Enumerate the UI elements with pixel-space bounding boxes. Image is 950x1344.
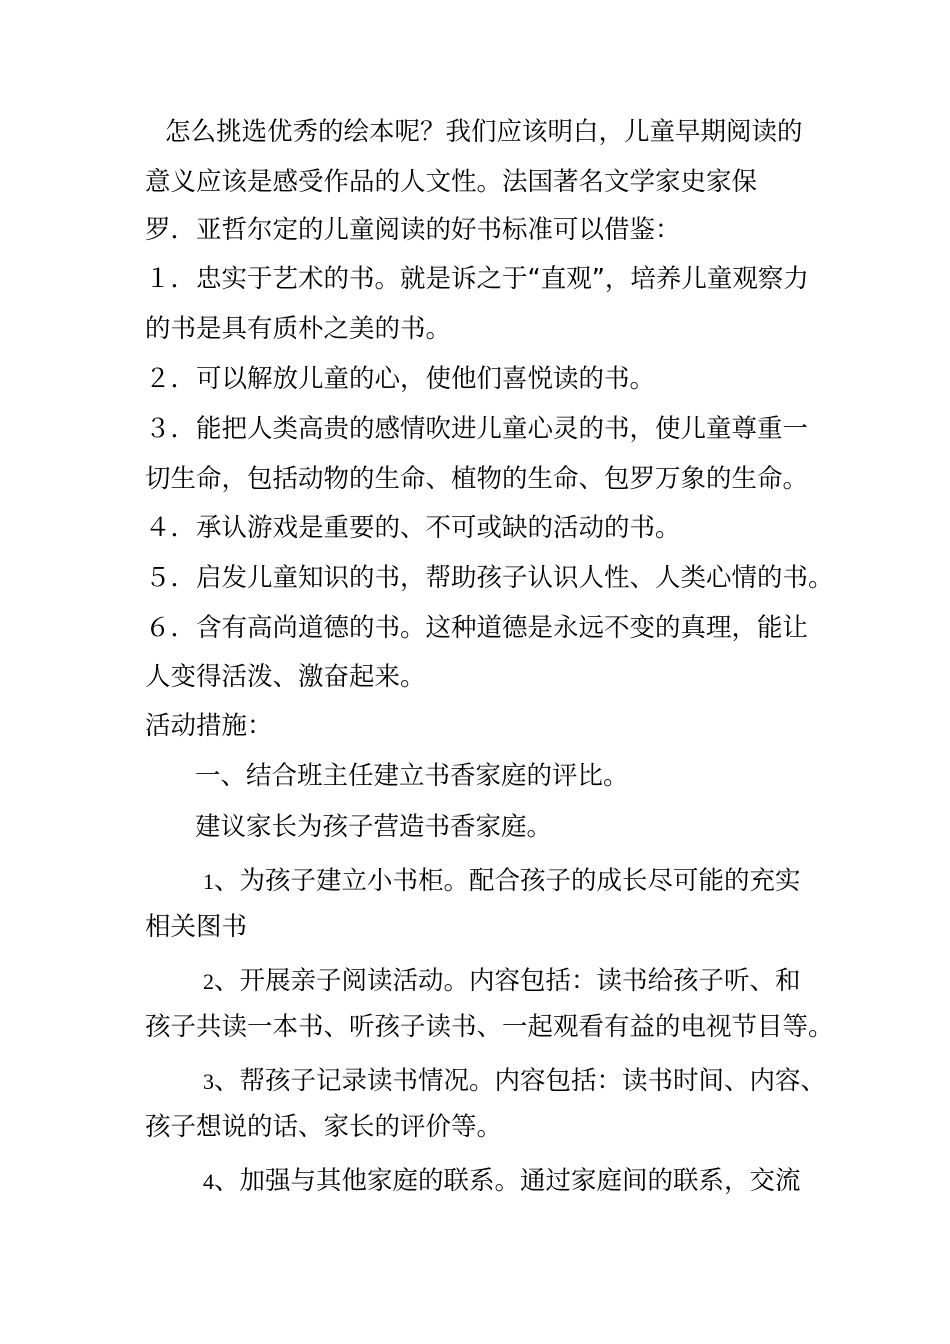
item-1-text: 、为孩子建立小书柜。配合孩子的成长尽可能的充实 xyxy=(214,866,801,896)
item-3-line-1 xyxy=(203,1064,826,1099)
criterion-2: ２．可以解放儿童的心，使他们喜悦读的书。 xyxy=(145,364,656,394)
item-3-text: 、帮孩子记录读书情况。内容包括：读书时间、内容、 xyxy=(214,1066,827,1096)
item-1-number: 1 xyxy=(203,869,214,894)
criterion-3-line-1: ３．能把人类高贵的感情吹进儿童心灵的书，使儿童尊重一 xyxy=(145,414,809,444)
section-one-heading: 一、结合班主任建立书香家庭的评比。 xyxy=(195,761,629,791)
item-2-line-1 xyxy=(203,964,801,999)
suggestion-text: 建议家长为孩子营造书香家庭。 xyxy=(195,812,553,842)
intro-line-3: 罗．亚哲尔定的儿童阅读的好书标准可以借鉴： xyxy=(145,215,681,245)
item-1-line-1 xyxy=(203,864,801,899)
item-4-text: 、加强与其他家庭的联系。通过家庭间的联系，交流 xyxy=(214,1166,801,1196)
item-2-line-2: 孩子共读一本书、听孩子读书、一起观看有益的电视节目等。 xyxy=(145,1012,834,1042)
criterion-1-line-2: 的书是具有质朴之美的书。 xyxy=(145,314,452,344)
criterion-5: ５．启发儿童知识的书，帮助孩子认识人性、人类心情的书。 xyxy=(145,563,834,593)
item-1-line-2: 相关图书 xyxy=(145,912,248,942)
intro-line-2: 意义应该是感受作品的人文性。法国著名文学家史家保 xyxy=(145,167,758,197)
criterion-4: ４．承认游戏是重要的、不可或缺的活动的书。 xyxy=(145,513,681,543)
item-2-number: 2 xyxy=(203,969,214,994)
intro-line-1: 怎么挑选优秀的绘本呢？我们应该明白，儿童早期阅读的 xyxy=(165,117,803,147)
item-4-number: 4 xyxy=(203,1169,214,1194)
item-2-text: 、开展亲子阅读活动。内容包括：读书给孩子听、和 xyxy=(214,966,801,996)
criterion-3-line-2: 切生命，包括动物的生命、植物的生命、包罗万象的生命。 xyxy=(145,464,809,494)
criterion-6-line-1: ６．含有高尚道德的书。这种道德是永远不变的真理，能让 xyxy=(145,613,809,643)
criterion-6-line-2: 人变得活泼、激奋起来。 xyxy=(145,662,426,692)
item-4-line-1 xyxy=(203,1164,801,1199)
criterion-1-line-1: １．忠实于艺术的书。就是诉之于“直观”，培养儿童观察力 xyxy=(145,264,809,294)
item-3-number: 3 xyxy=(203,1069,214,1094)
item-3-line-2: 孩子想说的话、家长的评价等。 xyxy=(145,1112,503,1142)
measures-heading: 活动措施： xyxy=(145,711,273,741)
